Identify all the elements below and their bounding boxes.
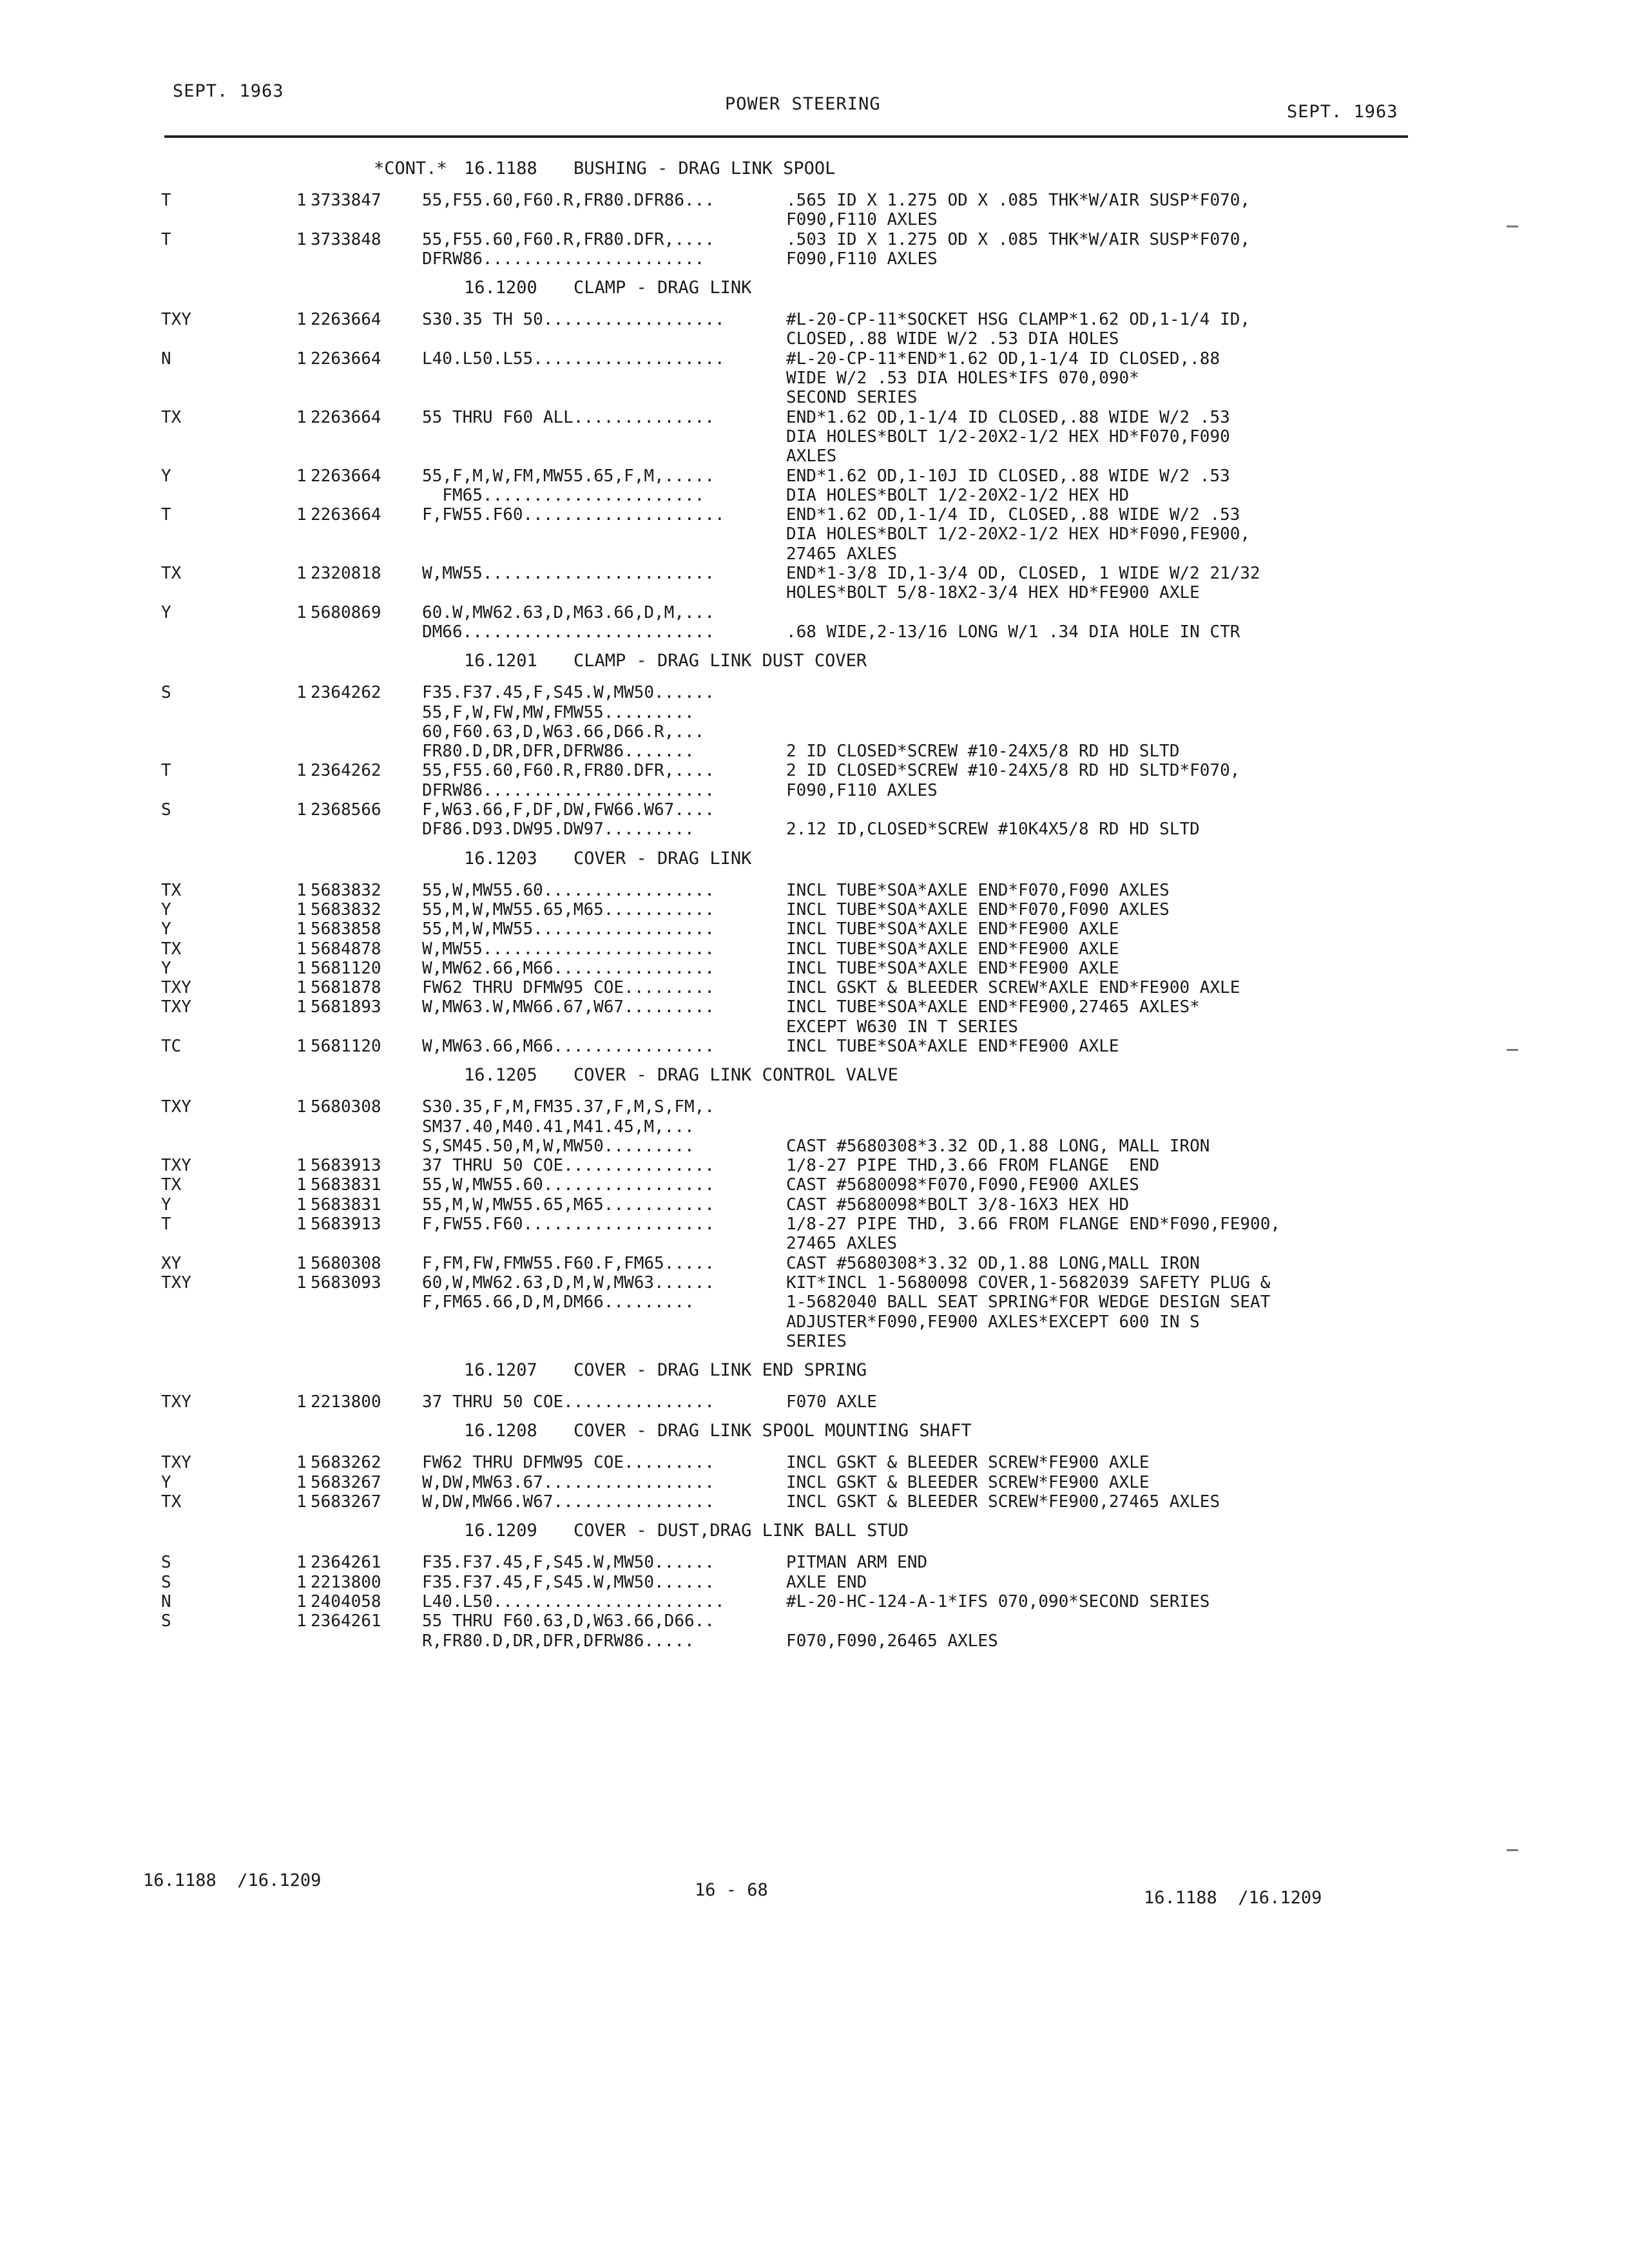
series-code: S [161, 800, 171, 820]
series-code: TXY [161, 310, 191, 330]
section-number: 16.1205 [464, 1065, 537, 1086]
part-row [0, 781, 1629, 800]
page-title: POWER STEERING [725, 94, 881, 114]
model-application: W,MW55....................... [422, 939, 715, 959]
series-code: TC [161, 1036, 182, 1056]
part-row [0, 1473, 1629, 1492]
quantity: 1 [296, 1097, 307, 1117]
part-description: PITMAN ARM END [786, 1553, 928, 1573]
part-row [0, 249, 1629, 269]
quantity: 1 [296, 1215, 307, 1235]
part-row [0, 1117, 1629, 1137]
series-code: TX [161, 939, 182, 959]
quantity: 1 [296, 958, 307, 978]
part-row [0, 1293, 1629, 1312]
series-code: S [161, 683, 171, 703]
part-description: INCL TUBE*SOA*AXLE END*FE900 AXLE [786, 919, 1119, 939]
model-application: S30.35,F,M,FM35.37,F,M,S,FM,. [422, 1097, 715, 1117]
model-application: 55,F,M,W,FM,MW55.65,F,M,..... [422, 466, 715, 486]
quantity: 1 [296, 1611, 307, 1631]
model-application: W,MW63.66,M66................ [422, 1036, 715, 1056]
part-description: INCL TUBE*SOA*AXLE END*FE900 AXLE [786, 958, 1119, 978]
model-application: 60,F60.63,D,W63.66,D66.R,... [422, 722, 705, 742]
part-row [0, 1492, 1629, 1512]
quantity: 1 [296, 899, 307, 919]
quantity: 1 [296, 1156, 307, 1176]
part-description: AXLES [786, 447, 837, 466]
part-row [0, 564, 1629, 583]
header-rule [164, 135, 1408, 138]
part-number: 2368566 [311, 800, 381, 820]
part-row [0, 683, 1629, 702]
section-title: BUSHING - DRAG LINK SPOOL [574, 159, 836, 178]
series-code: Y [161, 466, 171, 486]
model-application: R,FR80.D,DR,DFR,DFRW86..... [422, 1631, 695, 1651]
model-application: 55,F55.60,F60.R,FR80.DFR,.... [422, 761, 715, 781]
quantity: 1 [296, 349, 307, 369]
part-description: KIT*INCL 1-5680098 COVER,1-5682039 SAFETY PLUG & [786, 1273, 1271, 1293]
part-description: .68 WIDE,2-13/16 LONG W/1 .34 DIA HOLE IN CTR [786, 622, 1240, 642]
quantity: 1 [296, 880, 307, 900]
part-description: F070 AXLE [786, 1392, 877, 1412]
series-code: TXY [161, 1453, 191, 1473]
series-code: Y [161, 1195, 171, 1215]
part-number: 2263664 [311, 466, 381, 486]
quantity: 1 [296, 1591, 307, 1611]
part-row [0, 1097, 1629, 1117]
section-number: 16.1200 [464, 278, 537, 298]
section-number: 16.1207 [464, 1360, 537, 1381]
series-code: T [161, 761, 171, 781]
part-description: DIA HOLES*BOLT 1/2-20X2-1/2 HEX HD [786, 485, 1130, 505]
part-description: CAST #5680098*BOLT 3/8-16X3 HEX HD [786, 1195, 1130, 1215]
part-number: 5681878 [311, 978, 381, 998]
series-code: TX [161, 880, 182, 900]
parts-listing [0, 149, 1629, 1651]
part-row [0, 978, 1629, 997]
part-number: 2263664 [311, 505, 381, 525]
part-description: F070,F090,26465 AXLES [786, 1631, 998, 1651]
model-application: F35.F37.45,F,S45.W,MW50...... [422, 1572, 715, 1592]
part-description: 2 ID CLOSED*SCREW #10-24X5/8 RD HD SLTD*F070, [786, 761, 1240, 781]
part-description: WIDE W/2 .53 DIA HOLES*IFS 070,090* [786, 369, 1139, 389]
quantity: 1 [296, 466, 307, 486]
part-description: INCL TUBE*SOA*AXLE END*F070,F090 AXLES [786, 899, 1170, 919]
part-description: 27465 AXLES [786, 544, 898, 564]
part-row [0, 1573, 1629, 1592]
part-row [0, 881, 1629, 900]
series-code: TXY [161, 1273, 191, 1293]
part-row [0, 427, 1629, 447]
part-description: AXLE END [786, 1572, 867, 1592]
model-application: F,FM,FW,FMW55.F60.F,FM65..... [422, 1253, 715, 1273]
part-row [0, 191, 1629, 210]
part-number: 5683267 [311, 1472, 381, 1492]
part-number: 3733848 [311, 229, 381, 249]
part-row [0, 310, 1629, 329]
series-code: S [161, 1553, 171, 1573]
part-number: 5684878 [311, 939, 381, 959]
quantity: 1 [296, 1253, 307, 1273]
part-number: 5680869 [311, 602, 381, 622]
section-number: 16.1188 [464, 159, 537, 178]
section-heading [0, 1351, 1629, 1392]
model-application: 55,F55.60,F60.R,FR80.DFR86... [422, 191, 715, 210]
model-application: L40.L50....................... [422, 1591, 725, 1611]
section-title: COVER - DRAG LINK SPOOL MOUNTING SHAFT [574, 1421, 972, 1441]
part-number: 5683913 [311, 1156, 381, 1176]
model-application: L40.L50.L55................... [422, 349, 725, 369]
part-row [0, 1195, 1629, 1215]
part-number: 3733847 [311, 191, 381, 210]
part-number: 5683262 [311, 1453, 381, 1473]
series-code: TXY [161, 1156, 191, 1176]
series-code: Y [161, 602, 171, 622]
part-number: 2404058 [311, 1591, 381, 1611]
part-description: #L-20-CP-11*SOCKET HSG CLAMP*1.62 OD,1-1/4 ID, [786, 310, 1251, 330]
quantity: 1 [296, 919, 307, 939]
part-number: 2320818 [311, 564, 381, 584]
part-row [0, 900, 1629, 919]
part-number: 2213800 [311, 1572, 381, 1592]
model-application: 55,M,W,MW55.................. [422, 919, 715, 939]
section-heading [0, 149, 1629, 191]
series-code: T [161, 505, 171, 525]
footer-right-range: 16.1188 /16.1209 [1144, 1888, 1322, 1908]
part-description: 1/8-27 PIPE THD, 3.66 FROM FLANGE END*F090,FE900, [786, 1215, 1281, 1235]
model-application: DFRW86....................... [422, 780, 715, 800]
series-code: Y [161, 919, 171, 939]
model-application: F,FW55.F60.................... [422, 505, 725, 525]
section-heading [0, 840, 1629, 881]
part-description: .503 ID X 1.275 OD X .085 THK*W/AIR SUSP*F070, [786, 229, 1251, 249]
section-number: 16.1209 [464, 1521, 537, 1541]
quantity: 1 [296, 310, 307, 330]
model-application: F,FW55.F60................... [422, 1215, 715, 1235]
quantity: 1 [296, 505, 307, 525]
series-code: T [161, 191, 171, 210]
part-row [0, 583, 1629, 602]
part-number: 2364262 [311, 761, 381, 781]
quantity: 1 [296, 683, 307, 703]
series-code: S [161, 1572, 171, 1592]
part-number: 5680308 [311, 1253, 381, 1273]
part-row [0, 408, 1629, 427]
part-number: 5683831 [311, 1175, 381, 1195]
model-application: W,DW,MW66.W67................ [422, 1492, 715, 1512]
quantity: 1 [296, 1572, 307, 1592]
quantity: 1 [296, 229, 307, 249]
part-row [0, 800, 1629, 820]
part-row [0, 1215, 1629, 1234]
part-row [0, 919, 1629, 939]
part-number: 5680308 [311, 1097, 381, 1117]
model-application: F35.F37.45,F,S45.W,MW50...... [422, 683, 715, 703]
part-row [0, 1592, 1629, 1611]
part-row [0, 486, 1629, 505]
part-description: INCL GSKT & BLEEDER SCREW*FE900 AXLE [786, 1453, 1150, 1473]
section-title: CLAMP - DRAG LINK [574, 278, 752, 298]
part-description: #L-20-HC-124-A-1*IFS 070,090*SECOND SERIES [786, 1591, 1210, 1611]
page-number: 16 - 68 [695, 1880, 768, 1900]
part-row [0, 349, 1629, 369]
part-row [0, 1332, 1629, 1351]
part-description: ADJUSTER*F090,FE900 AXLES*EXCEPT 600 IN S [786, 1312, 1200, 1332]
part-description: END*1.62 OD,1-1/4 ID, CLOSED,.88 WIDE W/2 .53 [786, 505, 1240, 525]
quantity: 1 [296, 1175, 307, 1195]
part-number: 2364261 [311, 1553, 381, 1573]
part-description: CAST #5680308*3.32 OD,1.88 LONG,MALL IRON [786, 1253, 1200, 1273]
part-row [0, 1234, 1629, 1253]
part-row [0, 1017, 1629, 1037]
quantity: 1 [296, 1553, 307, 1573]
part-number: 5681893 [311, 997, 381, 1017]
part-row [0, 1156, 1629, 1175]
model-application: 55,M,W,MW55.65,M65........... [422, 899, 715, 919]
part-description: 1/8-27 PIPE THD,3.66 FROM FLANGE END [786, 1156, 1160, 1176]
part-description: END*1.62 OD,1-10J ID CLOSED,.88 WIDE W/2 .53 [786, 466, 1230, 486]
model-application: FM65...................... [422, 485, 705, 505]
series-code: TXY [161, 978, 191, 998]
series-code: S [161, 1611, 171, 1631]
part-description: CAST #5680308*3.32 OD,1.88 LONG, MALL IRON [786, 1136, 1210, 1156]
series-code: Y [161, 899, 171, 919]
series-code: Y [161, 1472, 171, 1492]
model-application: FR80.D,DR,DFR,DFRW86....... [422, 742, 695, 762]
quantity: 1 [296, 564, 307, 584]
part-description: INCL GSKT & BLEEDER SCREW*FE900,27465 AXLES [786, 1492, 1220, 1512]
part-number: 2263664 [311, 407, 381, 427]
model-application: 60.W,MW62.63,D,M63.66,D,M,... [422, 602, 715, 622]
part-description: DIA HOLES*BOLT 1/2-20X2-1/2 HEX HD*F090,FE900, [786, 524, 1251, 544]
quantity: 1 [296, 1195, 307, 1215]
part-row [0, 742, 1629, 761]
part-row [0, 524, 1629, 544]
model-application: F,FM65.66,D,M,DM66......... [422, 1293, 695, 1312]
part-number: 2364261 [311, 1611, 381, 1631]
model-application: FW62 THRU DFMW95 COE......... [422, 1453, 715, 1473]
section-heading [0, 1056, 1629, 1097]
part-row [0, 466, 1629, 486]
part-number: 5683858 [311, 919, 381, 939]
part-row [0, 210, 1629, 229]
part-description: 2.12 ID,CLOSED*SCREW #10K4X5/8 RD HD SLTD [786, 820, 1200, 840]
part-row [0, 1312, 1629, 1332]
section-title: CLAMP - DRAG LINK DUST COVER [574, 651, 867, 671]
part-description: INCL TUBE*SOA*AXLE END*FE900,27465 AXLES* [786, 997, 1200, 1017]
series-code: Y [161, 958, 171, 978]
part-number: 5683832 [311, 899, 381, 919]
section-number: 16.1201 [464, 651, 537, 671]
part-number: 5683832 [311, 880, 381, 900]
part-description: CLOSED,.88 WIDE W/2 .53 DIA HOLES [786, 329, 1119, 349]
part-number: 2263664 [311, 349, 381, 369]
part-description: END*1.62 OD,1-1/4 ID CLOSED,.88 WIDE W/2 .53 [786, 407, 1230, 427]
quantity: 1 [296, 800, 307, 820]
model-application: DF86.D93.DW95.DW97......... [422, 820, 695, 840]
series-code: XY [161, 1253, 182, 1273]
part-row [0, 1037, 1629, 1056]
part-description: F090,F110 AXLES [786, 210, 938, 230]
quantity: 1 [296, 978, 307, 998]
part-row [0, 388, 1629, 407]
part-number: 5683267 [311, 1492, 381, 1512]
part-description: 2 ID CLOSED*SCREW #10-24X5/8 RD HD SLTD [786, 742, 1180, 762]
part-number: 5683913 [311, 1215, 381, 1235]
margin-mark [1507, 1849, 1518, 1851]
part-description: HOLES*BOLT 5/8-18X2-3/4 HEX HD*FE900 AXLE [786, 583, 1200, 603]
series-code: TX [161, 1175, 182, 1195]
quantity: 1 [296, 407, 307, 427]
model-application: 55,W,MW55.60................. [422, 1175, 715, 1195]
series-code: TX [161, 407, 182, 427]
model-application: 55,F55.60,F60.R,FR80.DFR,.... [422, 229, 715, 249]
quantity: 1 [296, 761, 307, 781]
model-application: W,MW62.66,M66................ [422, 958, 715, 978]
part-row [0, 505, 1629, 524]
part-description: INCL TUBE*SOA*AXLE END*F070,F090 AXLES [786, 880, 1170, 900]
header-right-date: SEPT. 1963 [1287, 102, 1398, 122]
quantity: 1 [296, 1492, 307, 1512]
part-row [0, 369, 1629, 388]
model-application: 55,F,W,FW,MW,FMW55......... [422, 702, 695, 722]
part-row [0, 703, 1629, 722]
part-row [0, 1553, 1629, 1572]
part-description: INCL GSKT & BLEEDER SCREW*FE900 AXLE [786, 1472, 1150, 1492]
part-description: .565 ID X 1.275 OD X .085 THK*W/AIR SUSP*F070, [786, 191, 1251, 210]
header-left-date: SEPT. 1963 [173, 81, 284, 101]
part-description: 1-5682040 BALL SEAT SPRING*FOR WEDGE DESIGN SEAT [786, 1293, 1271, 1312]
part-description: INCL GSKT & BLEEDER SCREW*AXLE END*FE900 AXLE [786, 978, 1240, 998]
quantity: 1 [296, 191, 307, 210]
model-application: F35.F37.45,F,S45.W,MW50...... [422, 1553, 715, 1573]
part-description: F090,F110 AXLES [786, 780, 938, 800]
model-application: W,MW55....................... [422, 564, 715, 584]
part-row [0, 820, 1629, 839]
part-description: END*1-3/8 ID,1-3/4 OD, CLOSED, 1 WIDE W/2 21/32 [786, 564, 1260, 584]
part-number: 2213800 [311, 1392, 381, 1412]
part-description: EXCEPT W630 IN T SERIES [786, 1017, 1019, 1037]
quantity: 1 [296, 602, 307, 622]
part-row [0, 1137, 1629, 1156]
model-application: 55,W,MW55.60................. [422, 880, 715, 900]
part-row [0, 761, 1629, 780]
part-number: 5683093 [311, 1273, 381, 1293]
part-number: 2364262 [311, 683, 381, 703]
quantity: 1 [296, 939, 307, 959]
part-row [0, 544, 1629, 564]
footer-left-range: 16.1188 /16.1209 [143, 1870, 322, 1890]
section-title: COVER - DUST,DRAG LINK BALL STUD [574, 1521, 909, 1541]
series-code: N [161, 1591, 171, 1611]
part-description: INCL TUBE*SOA*AXLE END*FE900 AXLE [786, 1036, 1119, 1056]
section-title: COVER - DRAG LINK CONTROL VALVE [574, 1065, 898, 1086]
series-code: N [161, 349, 171, 369]
model-application: 37 THRU 50 COE............... [422, 1392, 715, 1412]
quantity: 1 [296, 997, 307, 1017]
model-application: 55 THRU F60.63,D,W63.66,D66.. [422, 1611, 715, 1631]
series-code: T [161, 1215, 171, 1235]
quantity: 1 [296, 1036, 307, 1056]
model-application: FW62 THRU DFMW95 COE......... [422, 978, 715, 998]
quantity: 1 [296, 1453, 307, 1473]
model-application: 55 THRU F60 ALL.............. [422, 407, 715, 427]
model-application: W,MW63.W,MW66.67,W67......... [422, 997, 715, 1017]
part-row [0, 939, 1629, 959]
model-application: DM66......................... [422, 622, 715, 642]
part-description: CAST #5680098*F070,F090,FE900 AXLES [786, 1175, 1139, 1195]
part-row [0, 1631, 1629, 1651]
section-heading [0, 1512, 1629, 1553]
part-row [0, 447, 1629, 466]
series-code: TXY [161, 997, 191, 1017]
part-number: 5681120 [311, 958, 381, 978]
part-number: 5683831 [311, 1195, 381, 1215]
series-code: TX [161, 1492, 182, 1512]
part-row [0, 1392, 1629, 1412]
part-row [0, 1453, 1629, 1472]
section-title: COVER - DRAG LINK END SPRING [574, 1360, 867, 1381]
part-row [0, 622, 1629, 642]
model-application: W,DW,MW63.67................. [422, 1472, 715, 1492]
quantity: 1 [296, 1392, 307, 1412]
series-code: T [161, 229, 171, 249]
section-heading [0, 269, 1629, 310]
part-row [0, 329, 1629, 349]
part-row [0, 1254, 1629, 1273]
section-heading [0, 1412, 1629, 1453]
part-row [0, 230, 1629, 249]
part-description: INCL TUBE*SOA*AXLE END*FE900 AXLE [786, 939, 1119, 959]
part-row [0, 1175, 1629, 1195]
section-number: 16.1203 [464, 848, 537, 869]
part-description: 27465 AXLES [786, 1234, 898, 1254]
series-code: TXY [161, 1392, 191, 1412]
part-row [0, 1611, 1629, 1631]
section-title: COVER - DRAG LINK [574, 848, 752, 869]
quantity: 1 [296, 1273, 307, 1293]
part-row [0, 959, 1629, 978]
part-description: SECOND SERIES [786, 388, 918, 408]
model-application: DFRW86...................... [422, 249, 705, 269]
part-description: #L-20-CP-11*END*1.62 OD,1-1/4 ID CLOSED,.88 [786, 349, 1220, 369]
part-row [0, 997, 1629, 1017]
continued-marker: *CONT.* [374, 159, 447, 178]
series-code: TX [161, 564, 182, 584]
model-application: SM37.40,M40.41,M41.45,M,... [422, 1117, 695, 1137]
model-application: 55,M,W,MW55.65,M65........... [422, 1195, 715, 1215]
part-description: SERIES [786, 1331, 847, 1351]
part-description: F090,F110 AXLES [786, 249, 938, 269]
model-application: F,W63.66,F,DF,DW,FW66.W67.... [422, 800, 715, 820]
model-application: S,SM45.50,M,W,MW50......... [422, 1136, 695, 1156]
part-row [0, 603, 1629, 622]
series-code: TXY [161, 1097, 191, 1117]
model-application: S30.35 TH 50.................. [422, 310, 725, 330]
part-number: 5681120 [311, 1036, 381, 1056]
part-row [0, 722, 1629, 742]
section-heading [0, 642, 1629, 683]
section-number: 16.1208 [464, 1421, 537, 1441]
model-application: 60,W,MW62.63,D,M,W,MW63...... [422, 1273, 715, 1293]
model-application: 37 THRU 50 COE............... [422, 1156, 715, 1176]
part-description: DIA HOLES*BOLT 1/2-20X2-1/2 HEX HD*F070,F090 [786, 427, 1230, 447]
quantity: 1 [296, 1472, 307, 1492]
part-row [0, 1273, 1629, 1293]
part-number: 2263664 [311, 310, 381, 330]
